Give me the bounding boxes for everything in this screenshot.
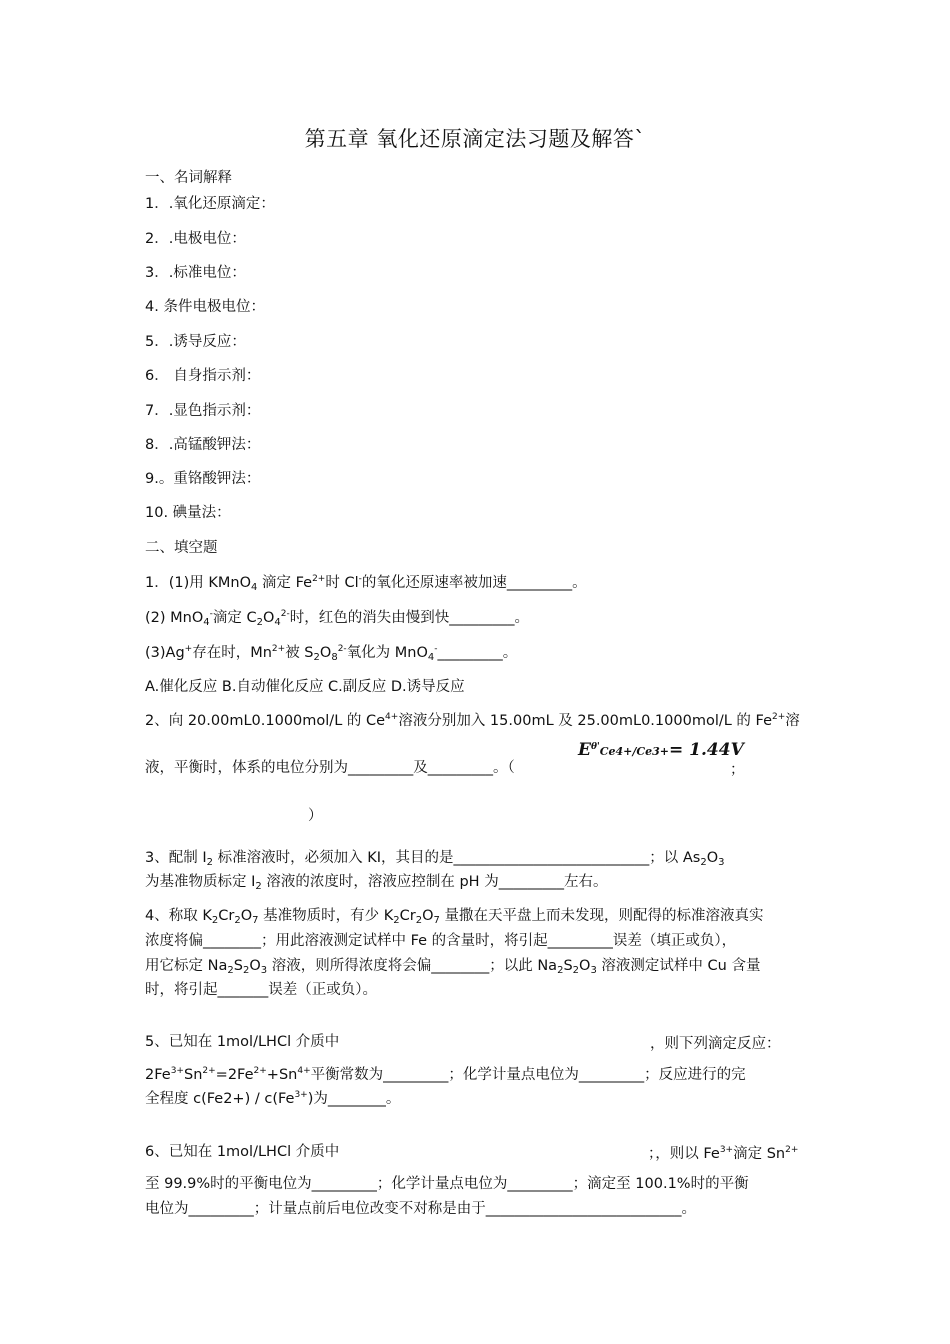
standard-potential-formula: $E^{\theta'}Ce4+/Ce3+= 1.44V$ xyxy=(578,740,744,760)
question-4-line-4: 时，将引起_______误差（正或负）。 xyxy=(145,982,377,998)
question-1-part-2: (2) MnO$_4$-滴定 $C_2O_4^{2-}$时，红色的消失由慢到快_________。 xyxy=(145,609,530,628)
definition-item-2: 2．.电极电位： xyxy=(145,231,246,247)
definition-item-3: 3．.标准电位： xyxy=(145,265,246,281)
formula-semicolon: ； xyxy=(730,762,745,778)
definition-item-6: 6． 自身指示剂： xyxy=(145,368,261,384)
question-4-line-1: 4、称取 $K_2Cr_2O_7$ 基准物质时，有少 $K_2Cr_2O_7$ 量撒在天平盘上而未发现，则配得的标准溶液真实 xyxy=(145,908,764,926)
question-6-line-3: 电位为_________；计量点前后电位改变不对称是由于___________________________。 xyxy=(145,1201,696,1217)
question-2-close-paren: ） xyxy=(308,808,323,824)
question-3-line-1: 3、配制 $I_2$ 标准溶液时，必须加入 KI，其目的是___________________________；以 $As_2O_3$ xyxy=(145,850,725,868)
section-heading-definitions: 一、名词解释 xyxy=(145,170,232,186)
question-1-options: A.催化反应 B.自动催化反应 C.副反应 D.诱导反应 xyxy=(145,679,465,695)
question-6-line-1-left: 6、已知在 1mol/LHCl 介质中 xyxy=(145,1144,340,1160)
page-title: 第五章 氧化还原滴定法习题及解答` xyxy=(304,127,646,151)
definition-item-10: 10. 碘量法： xyxy=(145,505,231,521)
question-4-line-3: 用它标定 $Na_2S_2O_3$ 溶液，则所得浓度将会偏________；以此 $Na_2S_2O_3$ 溶液测定试样中 Cu 含量 xyxy=(145,958,761,976)
definition-item-7: 7．.显色指示剂： xyxy=(145,403,261,419)
definition-item-9: 9.。重铬酸钾法： xyxy=(145,471,261,487)
question-2-line-1: 2、向 20.00mL0.1000mol/L 的 $Ce^{4+}$溶液分别加入 15.00mL 及 25.00mL0.1000mol/L 的 $Fe^{2+}$溶 xyxy=(145,712,800,729)
section-heading-fill-in: 二、填空题 xyxy=(145,540,218,556)
definition-item-5: 5．.诱导反应： xyxy=(145,334,246,350)
definition-item-8: 8．.高锰酸钾法： xyxy=(145,437,261,453)
definition-item-4: 4. 条件电极电位： xyxy=(145,299,265,315)
question-5-line-2: $2Fe^{3+}Sn^{2+}=2Fe^{2+}+Sn^{4+}$平衡常数为_________；化学计量点电位为_________；反应进行的完 xyxy=(145,1066,746,1083)
question-4-line-2: 浓度将偏________；用此溶液测定试样中 Fe 的含量时，将引起_________误差（填正或负）， xyxy=(145,933,737,949)
question-2-line-2: 液，平衡时，体系的电位分别为_________及_________。（ xyxy=(145,760,515,776)
question-6-line-2: 至 99.9%时的平衡电位为_________；化学计量点电位为_________；滴定至 100.1%时的平衡 xyxy=(145,1176,749,1192)
definition-item-1: 1．.氧化还原滴定： xyxy=(145,196,275,212)
question-1-part-1: 1．(1)用 KMnO$_4$ 滴定 $Fe^{2+}$时 Cl-的氧化还原速率被加速_________。 xyxy=(145,574,587,593)
question-3-line-2: 为基准物质标定 $I_2$ 溶液的浓度时，溶液应控制在 pH 为_________左右。 xyxy=(145,874,608,892)
question-5-line-3: 全程度 $c(Fe2+) / c(Fe^{3+})$为________。 xyxy=(145,1090,401,1107)
question-6-line-1-right: ；，则以 $Fe^{3+}$滴定 $Sn^{2+}$ xyxy=(648,1145,799,1162)
question-5-line-1-right: ，则下列滴定反应： xyxy=(650,1036,781,1052)
question-5-line-1-left: 5、已知在 1mol/LHCl 介质中 xyxy=(145,1034,340,1050)
question-1-part-3: (3)Ag+存在时，$Mn^{2+}$被 $S_2O_8^{2-}$氧化为 MnO$_4$-_________。 xyxy=(145,644,518,663)
